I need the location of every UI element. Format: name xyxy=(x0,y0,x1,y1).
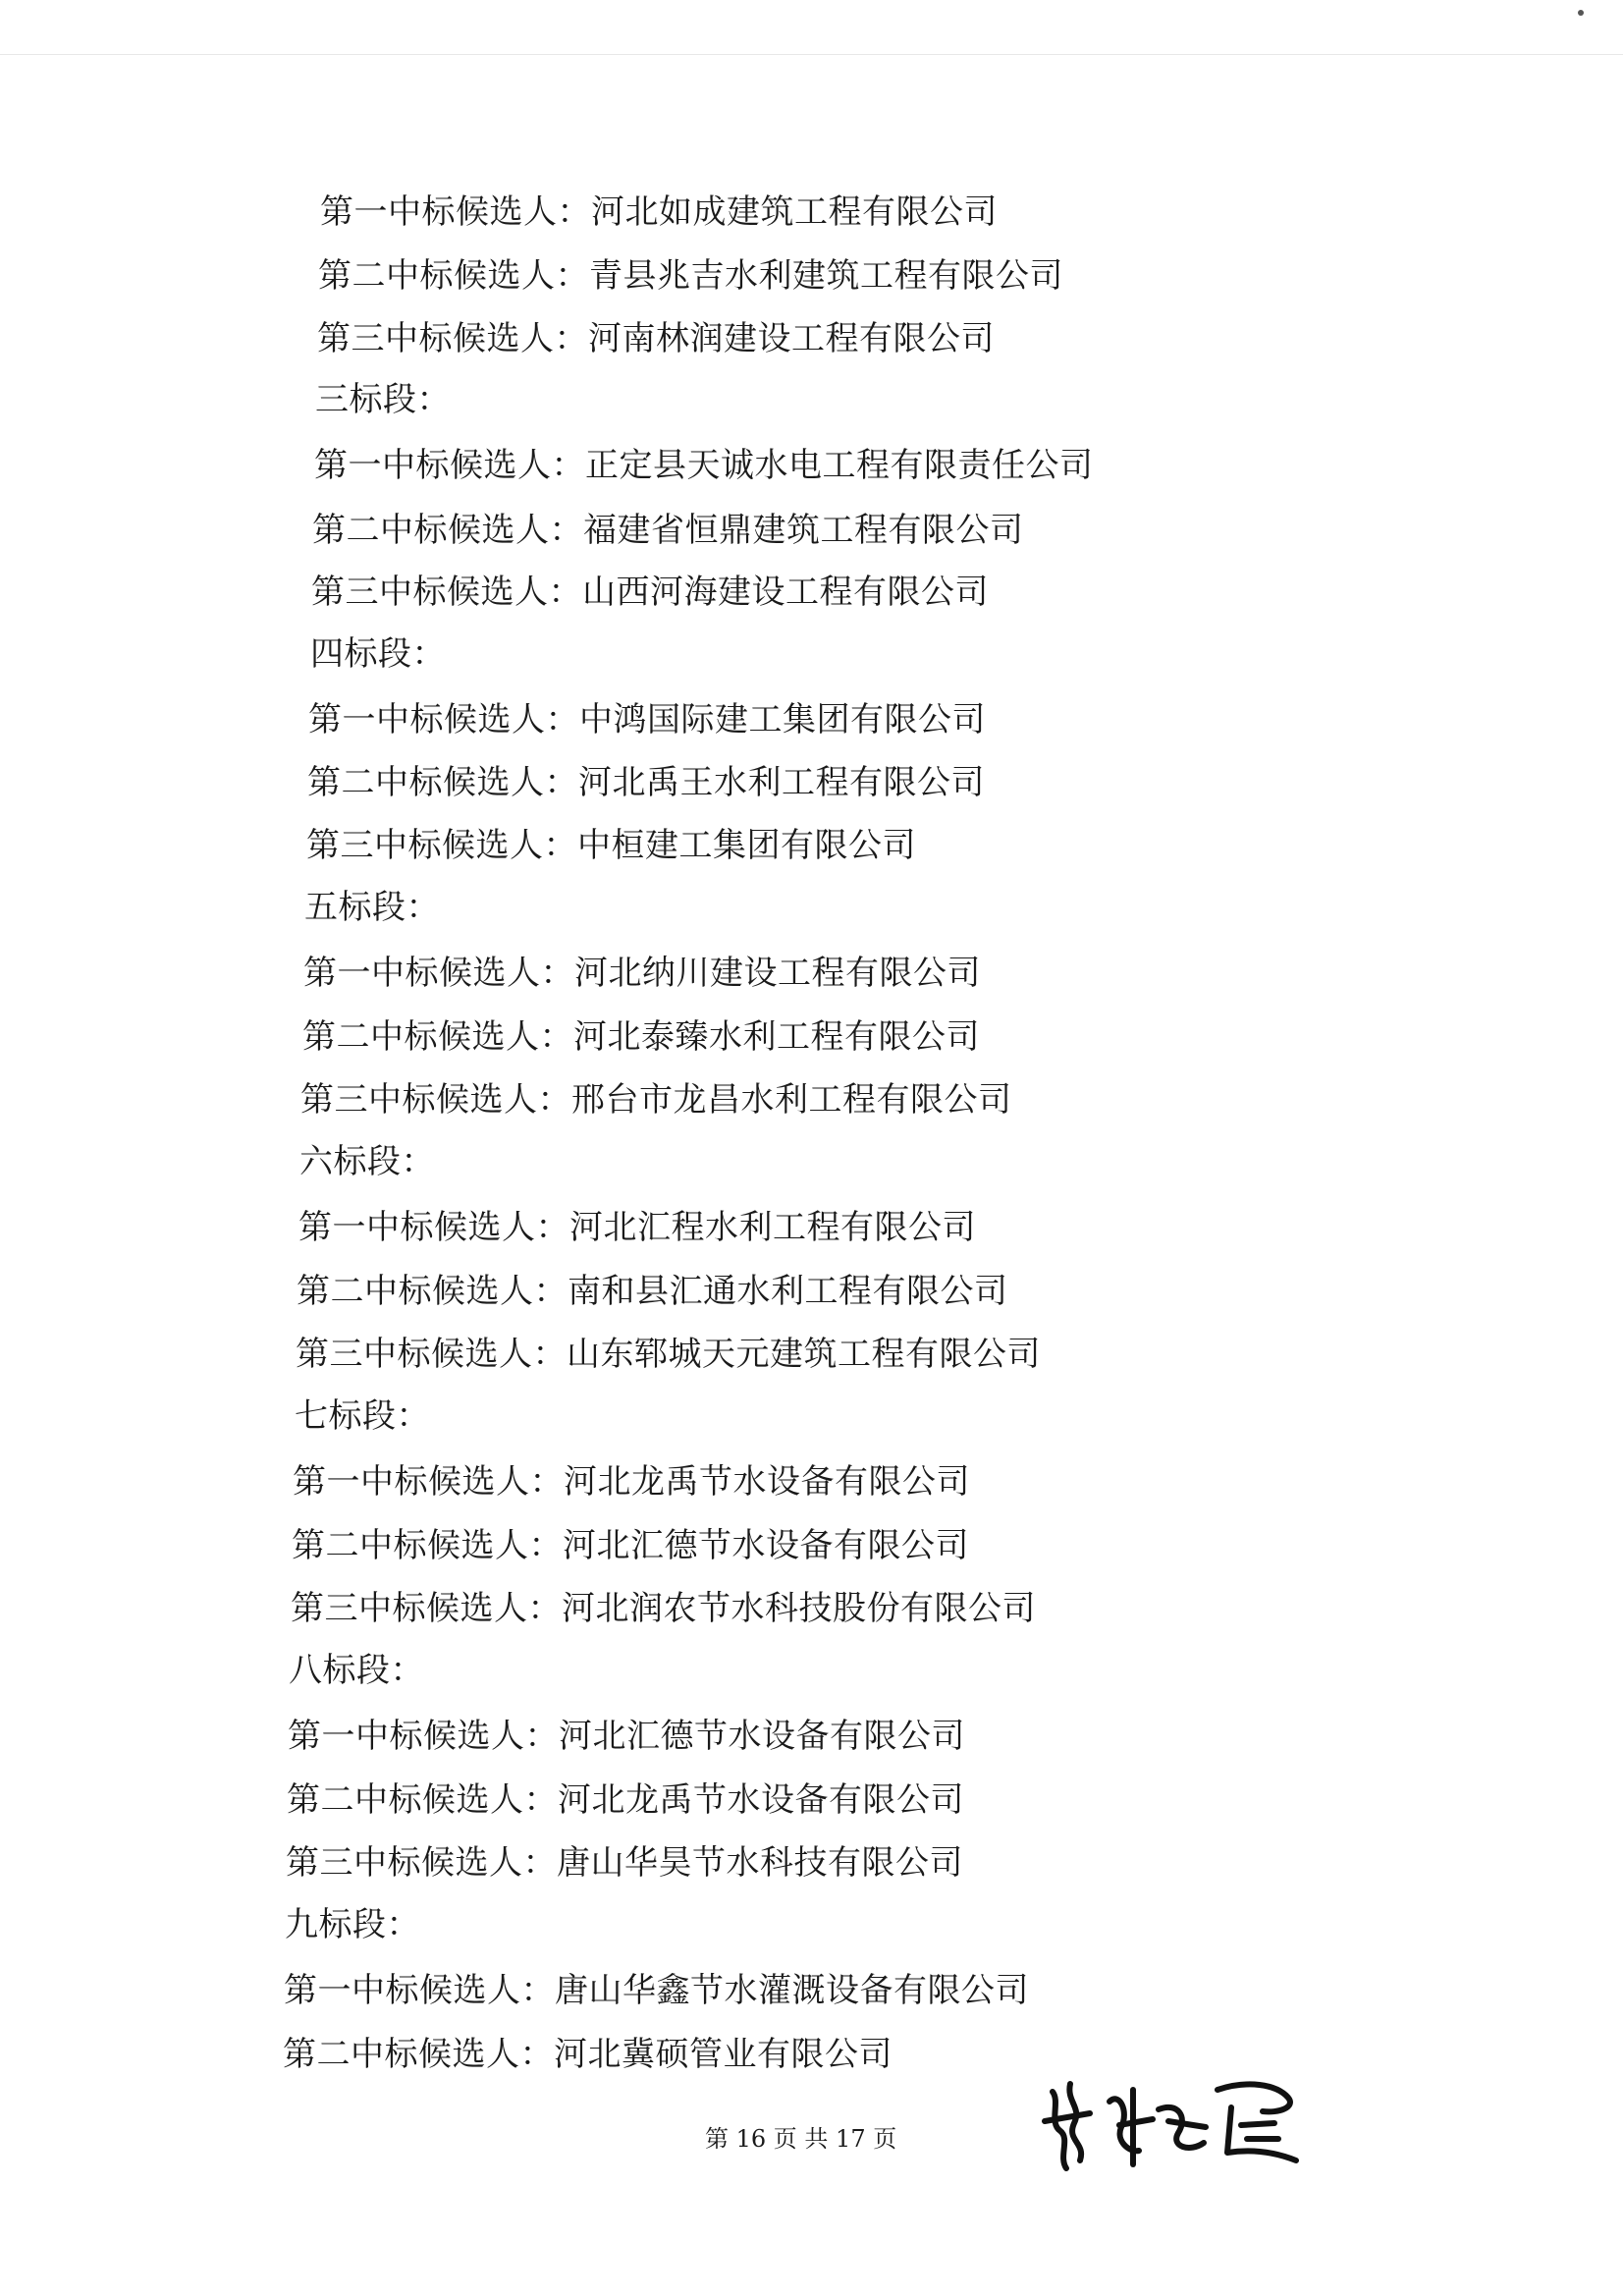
text-line: 第三中标候选人：河南林润建设工程有限公司 xyxy=(317,319,995,358)
handwritten-signature xyxy=(1031,2062,1325,2180)
section-heading: 七标段： xyxy=(295,1396,430,1436)
text-line: 第三中标候选人：河北润农节水科技股份有限公司 xyxy=(291,1589,1036,1628)
text-line: 第一中标候选人：河北汇德节水设备有限公司 xyxy=(288,1717,965,1756)
text-line: 第一中标候选人：河北如成建筑工程有限公司 xyxy=(320,192,998,232)
text-line: 第一中标候选人：河北纳川建设工程有限公司 xyxy=(303,954,981,993)
text-line: 第三中标候选人：山东郓城天元建筑工程有限公司 xyxy=(296,1335,1041,1374)
section-heading: 九标段： xyxy=(285,1905,420,1944)
section-heading: 五标段： xyxy=(304,888,440,927)
section-heading: 四标段： xyxy=(310,634,446,674)
text-line: 第一中标候选人：河北汇程水利工程有限公司 xyxy=(298,1208,976,1247)
section-heading: 六标段： xyxy=(299,1142,435,1181)
text-line: 第二中标候选人：河北汇德节水设备有限公司 xyxy=(292,1526,969,1565)
text-line: 第三中标候选人：中桓建工集团有限公司 xyxy=(306,826,916,865)
text-line: 第二中标候选人：福建省恒鼎建筑工程有限公司 xyxy=(312,511,1024,550)
scan-edge-line xyxy=(0,54,1623,55)
text-line: 第三中标候选人：山西河海建设工程有限公司 xyxy=(311,573,989,612)
text-line: 第三中标候选人：邢台市龙昌水利工程有限公司 xyxy=(300,1080,1012,1120)
text-line: 第三中标候选人：唐山华昊节水科技有限公司 xyxy=(286,1843,963,1883)
section-heading: 八标段： xyxy=(289,1651,424,1690)
text-line: 第一中标候选人：唐山华鑫节水灌溉设备有限公司 xyxy=(284,1971,1029,2010)
text-line: 第一中标候选人：中鸿国际建工集团有限公司 xyxy=(308,700,986,739)
text-line: 第一中标候选人：河北龙禹节水设备有限公司 xyxy=(293,1462,970,1502)
text-line: 第二中标候选人：河北禹王水利工程有限公司 xyxy=(307,763,985,802)
section-heading: 三标段： xyxy=(315,380,451,419)
text-line: 第一中标候选人：正定县天诚水电工程有限责任公司 xyxy=(314,446,1094,485)
scan-dot-mark xyxy=(1578,10,1584,16)
text-line: 第二中标候选人：河北冀硕管业有限公司 xyxy=(283,2035,893,2074)
text-line: 第二中标候选人：南和县汇通水利工程有限公司 xyxy=(297,1272,1008,1311)
page-number: 第 16 页 共 17 页 xyxy=(705,2125,897,2153)
text-line: 第二中标候选人：青县兆吉水利建筑工程有限公司 xyxy=(318,256,1063,296)
text-line: 第二中标候选人：河北龙禹节水设备有限公司 xyxy=(287,1780,964,1820)
text-line: 第二中标候选人：河北泰臻水利工程有限公司 xyxy=(302,1017,980,1057)
